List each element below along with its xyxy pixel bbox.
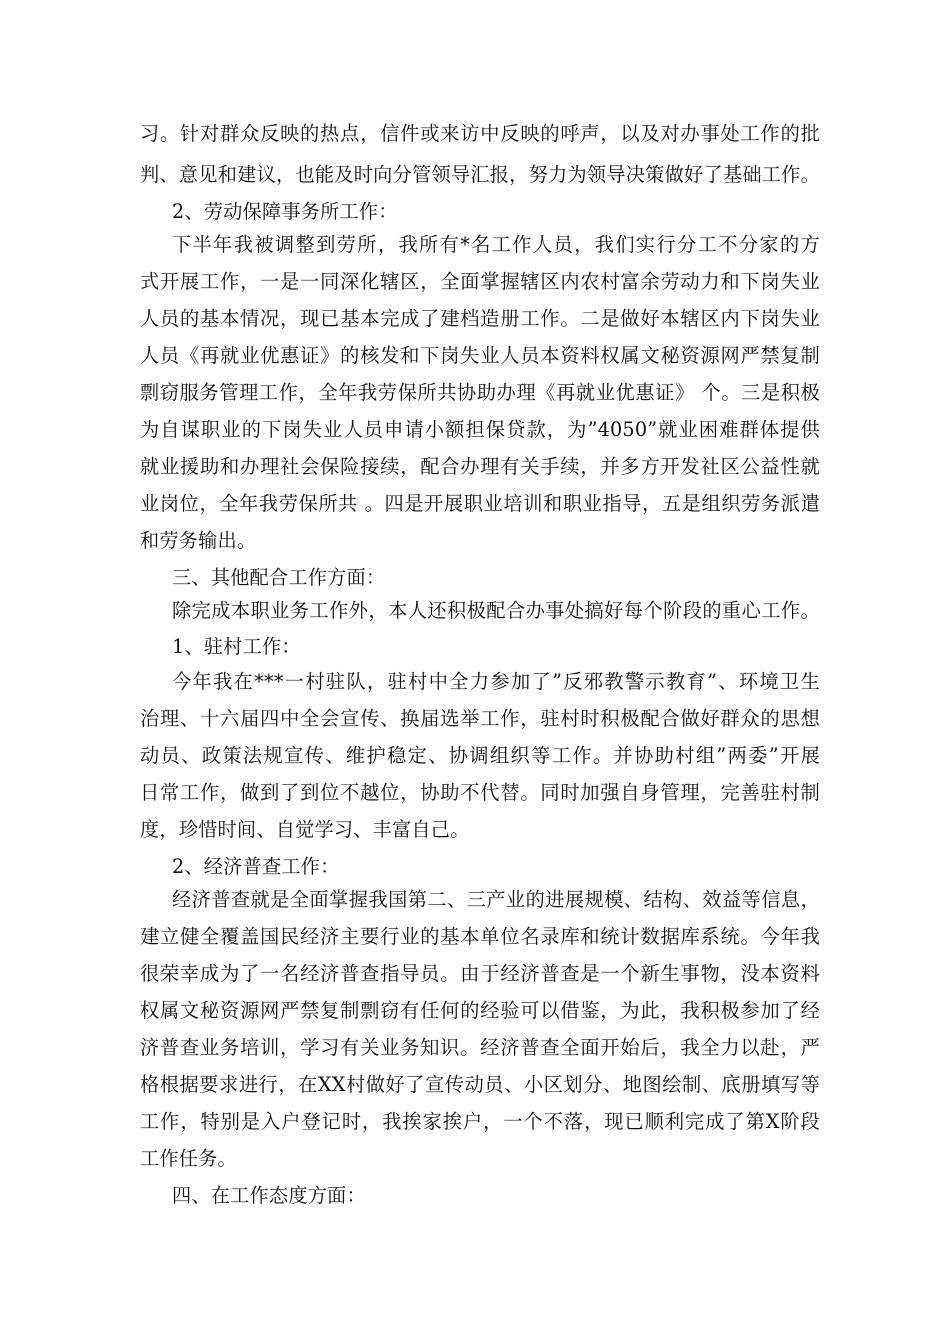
text-line: 很荣幸成为了一名经济普查指导员。由于经济普查是一个新生事物，没本资料 [140,962,820,985]
text-line: 动员、政策法规宣传、维护稳定、协调组织等工作。并协助村组”两委”开展 [140,744,820,767]
text-line: 治理、十六届四中全会宣传、换届选举工作，驻村时积极配合做好群众的思想 [140,707,820,730]
text-line: 人员《再就业优惠证》的核发和下岗失业人员本资料权属文秘资源网严禁复制 [140,344,820,367]
section-heading: 1、驻村工作： [172,635,301,658]
text-line: 日常工作，做到了到位不越位，协助不代替。同时加强自身管理，完善驻村制 [140,781,820,804]
text-line: 除完成本职业务工作外，本人还积极配合办事处搞好每个阶段的重心工作。 [172,599,820,622]
text-line: 判、意见和建议，也能及时向分管领导汇报，努力为领导决策做好了基础工作。 [140,163,820,186]
section-heading: 2、经济普查工作： [172,855,340,878]
text-line: 习。针对群众反映的热点，信件或来访中反映的呼声，以及对办事处工作的批 [140,122,820,145]
text-line: 下半年我被调整到劳所，我所有*名工作人员，我们实行分工不分家的方 [172,233,820,256]
section-heading: 2、劳动保障事务所工作： [172,200,398,223]
text-line: 人员的基本情况，现已基本完成了建档造册工作。二是做好本辖区内下岗失业 [140,307,820,330]
text-line: 式开展工作，一是一同深化辖区，全面掌握辖区内农村富余劳动力和下岗失业 [140,270,820,293]
text-line: 度，珍惜时间、自觉学习、丰富自己。 [140,818,470,841]
text-line: 经济普查就是全面掌握我国第二、三产业的进展规模、结构、效益等信息， [172,888,820,911]
section-heading: 四、在工作态度方面： [172,1184,366,1207]
text-line: 业岗位，全年我劳保所共 。四是开展职业培训和职业指导，五是组织劳务派遣 [140,492,820,515]
text-line: 剽窃服务管理工作，全年我劳保所共协助办理《再就业优惠证》 个。三是积极 [140,381,820,404]
text-line: 就业援助和办理社会保险接续，配合办理有关手续，并多方开发社区公益性就 [140,455,820,478]
text-line: 权属文秘资源网严禁复制剽窃有任何的经验可以借鉴，为此，我积极参加了经 [140,999,820,1022]
text-line: 和劳务输出。 [140,529,257,552]
text-line: 建立健全覆盖国民经济主要行业的基本单位名录库和统计数据库系统。今年我 [140,925,820,948]
text-line: 为自谋职业的下岗失业人员申请小额担保贷款，为”4050”就业困难群体提供 [140,418,820,441]
text-line: 工作任务。 [140,1147,237,1170]
text-line: 今年我在***一村驻队，驻村中全力参加了”反邪教警示教育”、环境卫生 [172,670,820,693]
text-line: 济普查业务培训，学习有关业务知识。经济普查全面开始后，我全力以赴，严 [140,1036,820,1059]
text-line: 格根据要求进行，在XX村做好了宣传动员、小区划分、地图绘制、底册填写等 [140,1073,820,1096]
text-line: 工作，特别是入户登记时，我挨家挨户，一个不落，现已顺利完成了第X阶段 [140,1110,820,1133]
section-heading: 三、其他配合工作方面： [172,566,386,589]
